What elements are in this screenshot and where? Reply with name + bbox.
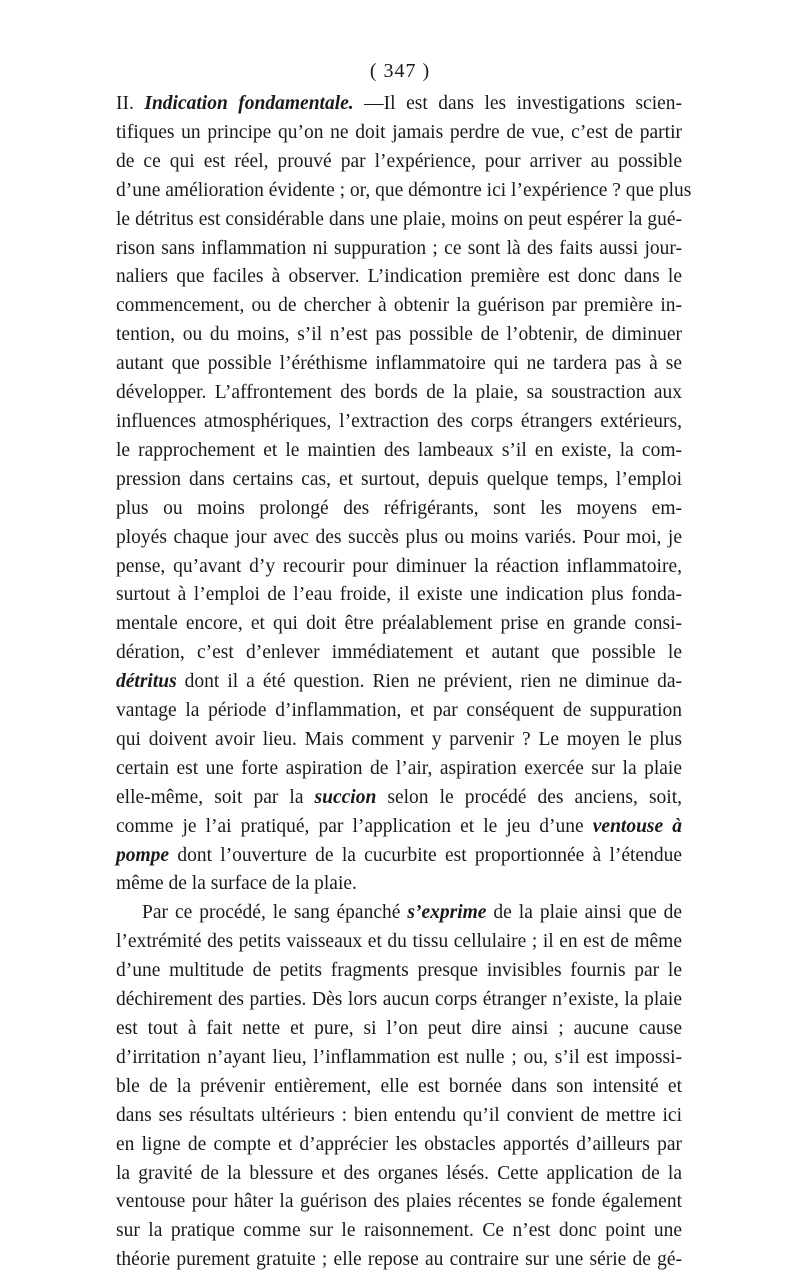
text-segment: elle-même, soit par la (116, 786, 315, 808)
text-line: tention, ou du moins, s’il n’est pas possible de l’obtenir, de diminuer (116, 324, 682, 346)
emphasis-pompe: pompe (116, 844, 170, 866)
body-text (116, 90, 692, 1275)
emphasis-ventouse: ventouse à (592, 815, 682, 837)
text-line: certain est une forte aspiration de l’air, aspiration exercée sur la plaie (116, 757, 682, 779)
text-line: ventouse pour hâter la guérison des plaies récentes se fonde également (116, 1191, 682, 1213)
text-line (116, 668, 682, 697)
text-segment: dont l’ouverture de la cucurbite est proportionnée à l’étendue (169, 844, 682, 866)
text-line (116, 899, 682, 928)
text-line: tifiques un principe qu’on ne doit jamais perdre de vue, c’est de partir (116, 121, 682, 143)
text-line (116, 784, 682, 813)
text-line (116, 813, 682, 842)
text-line: naliers que faciles à observer. L’indication première est donc dans le (116, 266, 682, 288)
text-line: de ce qui est réel, prouvé par l’expérience, pour arriver au possible (116, 150, 682, 172)
text-line: pense, qu’avant d’y recourir pour diminuer la réaction inflammatoire, (116, 555, 682, 577)
text-line: plus ou moins prolongé des réfrigérants, sont les moyens em- (116, 497, 682, 519)
text-line (116, 90, 682, 119)
text-line: dération, c’est d’enlever immédiatement et autant que possible le (116, 642, 682, 664)
text-line: l’extrémité des petits vaisseaux et du tissu cellulaire ; il en est de même (116, 931, 682, 953)
text-line (116, 842, 682, 871)
text-segment: dont il a été question. Rien ne prévient, rien ne diminue da- (176, 671, 682, 693)
text-segment: comme je l’ai pratiqué, par l’application et le jeu d’une (116, 815, 593, 837)
text-line: rison sans inflammation ni suppuration ; ce sont là des faits aussi jour- (116, 237, 682, 259)
text-line: autant que possible l’éréthisme inflammatoire qui ne tardera pas à se (116, 353, 682, 375)
text-line: d’une amélioration évidente ; or, que démontre ici l’expérience ? que plus (116, 179, 692, 201)
text-line: en ligne de compte et d’apprécier les obstacles apportés d’ailleurs par (116, 1133, 682, 1155)
text-line: la gravité de la blessure et des organes lésés. Cette application de la (116, 1162, 682, 1184)
text-line: même de la surface de la plaie. (116, 873, 357, 895)
text-line: sur la pratique comme sur le raisonnement. Ce n’est donc point une (116, 1220, 682, 1242)
text-line: commencement, ou de chercher à obtenir la guérison par première in- (116, 295, 682, 317)
text-segment: de la plaie ainsi que de (486, 902, 683, 924)
text-line: le détritus est considérable dans une plaie, moins on peut espérer la gué- (116, 208, 682, 230)
text-line: vantage la période d’inflammation, et par conséquent de suppuration (116, 700, 682, 722)
paragraph-2 (116, 899, 682, 1275)
paragraph-1 (116, 90, 692, 899)
emphasis-detritus: détritus (116, 671, 177, 693)
section-title: Indication fondamentale. (144, 93, 354, 114)
text-segment: Par ce procédé, le sang épanché (142, 902, 408, 924)
text-line: pression dans certains cas, et surtout, depuis quelque temps, l’emploi (116, 468, 682, 490)
text-line: est tout à fait nette et pure, si l’on peut dire ainsi ; aucune cause (116, 1018, 682, 1039)
text-line: surtout à l’emploi de l’eau froide, il existe une indication plus fonda- (116, 584, 682, 606)
text-line: influences atmosphériques, l’extraction des corps étrangers extérieurs, (116, 410, 682, 432)
text-line: dans ses résultats ultérieurs : bien entendu qu’il convient de mettre ici (116, 1104, 682, 1126)
text-line: théorie purement gratuite ; elle repose au contraire sur une série de gé- (116, 1249, 682, 1271)
section-lead: —Il est dans les investigations scien- (353, 93, 683, 114)
section-number: II. (116, 93, 134, 114)
text-line: ble de la prévenir entièrement, elle est bornée dans son intensité et (116, 1075, 682, 1097)
page-number: ( 347 ) (369, 60, 431, 82)
text-line: mentale encore, et qui doit être préalablement prise en grande consi- (116, 613, 682, 635)
text-line: qui doivent avoir lieu. Mais comment y parvenir ? Le moyen le plus (116, 728, 682, 750)
emphasis-exprime: s’exprime (407, 902, 487, 924)
text-line: déchirement des parties. Dès lors aucun corps étranger n’existe, la plaie (116, 989, 682, 1011)
text-line: d’une multitude de petits fragments presque invisibles fournis par le (116, 960, 682, 982)
text-line: développer. L’affrontement des bords de la plaie, sa soustraction aux (116, 382, 682, 404)
emphasis-succion: succion (314, 786, 377, 808)
text-line: d’irritation n’ayant lieu, l’inflammation est nulle ; ou, s’il est impossi- (116, 1046, 682, 1068)
text-line: le rapprochement et le maintien des lambeaux s’il en existe, la com- (116, 439, 682, 461)
text-line: ployés chaque jour avec des succès plus ou moins variés. Pour moi, je (116, 526, 682, 548)
text-segment: selon le procédé des anciens, soit, (376, 786, 682, 808)
